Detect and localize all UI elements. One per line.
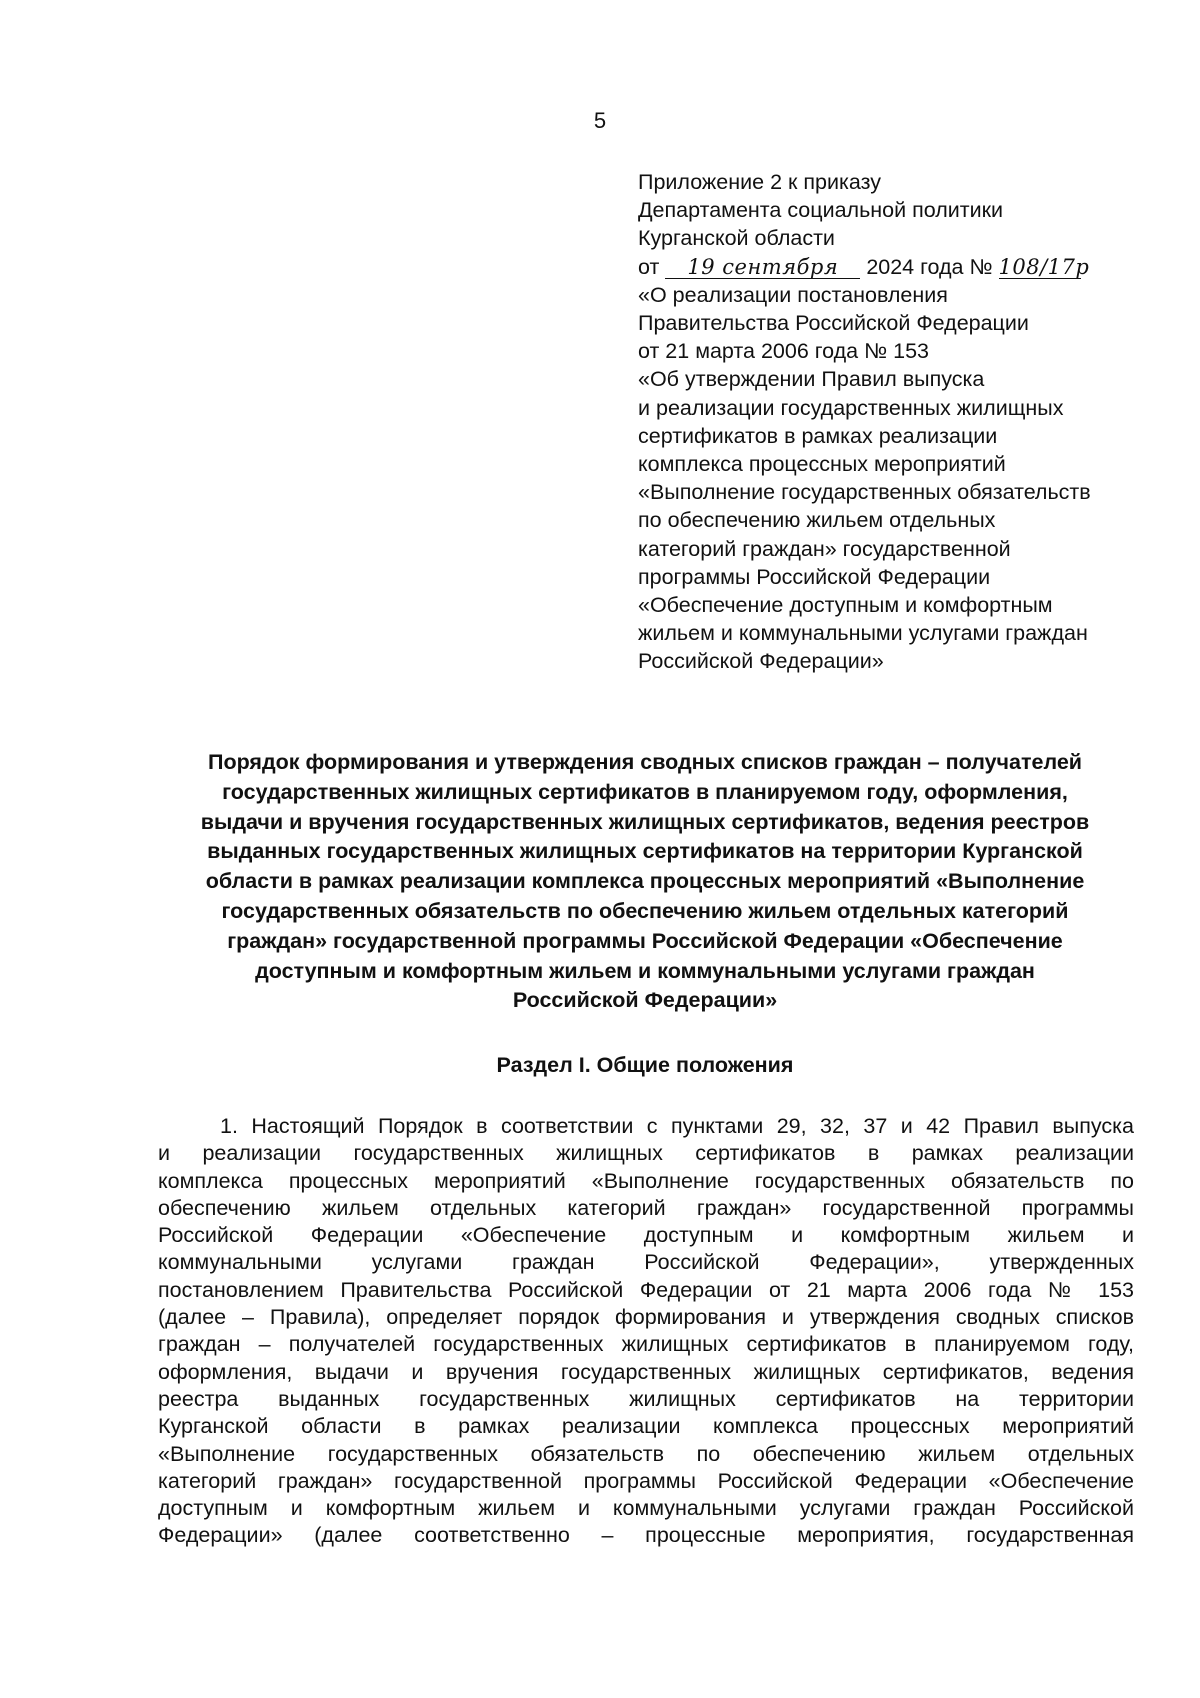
appendix-block bbox=[638, 168, 1178, 676]
appendix-line: жильем и коммунальными услугами граждан bbox=[638, 621, 1088, 646]
year-text: 2024 года № bbox=[866, 254, 993, 279]
appendix-line: программы Российской Федерации bbox=[638, 564, 991, 589]
paragraph-1 bbox=[158, 1113, 1134, 1550]
page-number: 5 bbox=[593, 108, 607, 133]
appendix-line: Департамента социальной политики bbox=[638, 198, 1004, 223]
title-line: доступным и комфортным жильем и коммунальными услугами граждан bbox=[255, 958, 1035, 983]
title-line: государственных жилищных сертификатов в планируемом году, оформления, bbox=[222, 779, 1068, 804]
paragraph-line: граждан – получателей государственных жилищных сертификатов в планируемом году, bbox=[158, 1332, 1134, 1357]
title-line: выдачи и вручения государственных жилищных сертификатов, ведения реестров bbox=[200, 809, 1090, 834]
paragraph-line: доступным и комфортным жильем и коммунальными услугами граждан Российской bbox=[158, 1496, 1134, 1521]
title-line: государственных обязательств по обеспечению жильем отдельных категорий bbox=[221, 898, 1069, 923]
appendix-line: «Выполнение государственных обязательств bbox=[638, 480, 1091, 505]
appendix-line: по обеспечению жильем отдельных bbox=[638, 508, 996, 533]
paragraph-line: постановлением Правительства Российской Федерации от 21 марта 2006 года № 153 bbox=[158, 1277, 1134, 1302]
paragraph-line: коммунальными услугами граждан Российской Федерации», утвержденных bbox=[158, 1250, 1134, 1275]
appendix-line: категорий граждан» государственной bbox=[638, 536, 1011, 561]
appendix-line: «Обеспечение доступным и комфортным bbox=[638, 593, 1053, 618]
paragraph-line: «Выполнение государственных обязательств по обеспечению жильем отдельных bbox=[158, 1441, 1134, 1466]
appendix-line: сертификатов в рамках реализации bbox=[638, 423, 998, 448]
section-heading: Раздел I. Общие положения bbox=[496, 1053, 794, 1077]
paragraph-line: реестра выданных государственных жилищных сертификатов на территории bbox=[158, 1386, 1134, 1411]
appendix-line: «О реализации постановления bbox=[638, 282, 948, 307]
paragraph-line: Федерации» (далее соответственно – процессные мероприятия, государственная bbox=[158, 1523, 1134, 1548]
appendix-line: от 21 марта 2006 года № 153 bbox=[638, 339, 929, 364]
handwritten-order-number: 108/17р bbox=[998, 254, 1090, 279]
appendix-line: Приложение 2 к приказу bbox=[638, 170, 881, 194]
title-line: граждан» государственной программы Российской Федерации «Обеспечение bbox=[227, 928, 1063, 953]
paragraph-line: категорий граждан» государственной программы Российской Федерации «Обеспечение bbox=[158, 1468, 1134, 1493]
appendix-line: «Об утверждении Правил выпуска bbox=[638, 367, 985, 392]
paragraph-line: (далее – Правила), определяет порядок формирования и утверждения сводных списков bbox=[158, 1305, 1134, 1330]
paragraph-line: Российской Федерации «Обеспечение доступным и комфортным жильем и bbox=[158, 1223, 1134, 1248]
paragraph-line: оформления, выдачи и вручения государственных жилищных сертификатов, ведения bbox=[158, 1359, 1134, 1384]
title-line: Российской Федерации» bbox=[512, 988, 778, 1013]
appendix-date-line bbox=[638, 253, 1178, 281]
appendix-line: Правительства Российской Федерации bbox=[638, 311, 1029, 336]
title-line: области в рамках реализации комплекса процессных мероприятий «Выполнение bbox=[205, 869, 1085, 894]
handwritten-date: 19 сентября bbox=[665, 256, 860, 279]
appendix-line: Российской Федерации» bbox=[638, 649, 884, 674]
paragraph-line: и реализации государственных жилищных сертификатов в рамках реализации bbox=[158, 1141, 1134, 1166]
paragraph-line: комплекса процессных мероприятий «Выполнение государственных обязательств по bbox=[158, 1168, 1134, 1193]
appendix-line: Курганской области bbox=[638, 226, 835, 251]
title-line: выданных государственных жилищных сертификатов на территории Курганской bbox=[207, 839, 1083, 864]
title-line: Порядок формирования и утверждения сводных списков граждан – получателей bbox=[207, 750, 1082, 774]
paragraph-line: 1. Настоящий Порядок в соответствии с пунктами 29, 32, 37 и 42 Правил выпуска bbox=[220, 1114, 1134, 1138]
paragraph-line: Курганской области в рамках реализации комплекса процессных мероприятий bbox=[158, 1414, 1134, 1439]
paragraph-line: обеспечению жильем отдельных категорий граждан» государственной программы bbox=[158, 1195, 1134, 1220]
date-prefix: от bbox=[638, 254, 660, 279]
appendix-line: комплекса процессных мероприятий bbox=[638, 452, 1006, 477]
document-title bbox=[150, 748, 1140, 1016]
appendix-line: и реализации государственных жилищных bbox=[638, 395, 1064, 420]
